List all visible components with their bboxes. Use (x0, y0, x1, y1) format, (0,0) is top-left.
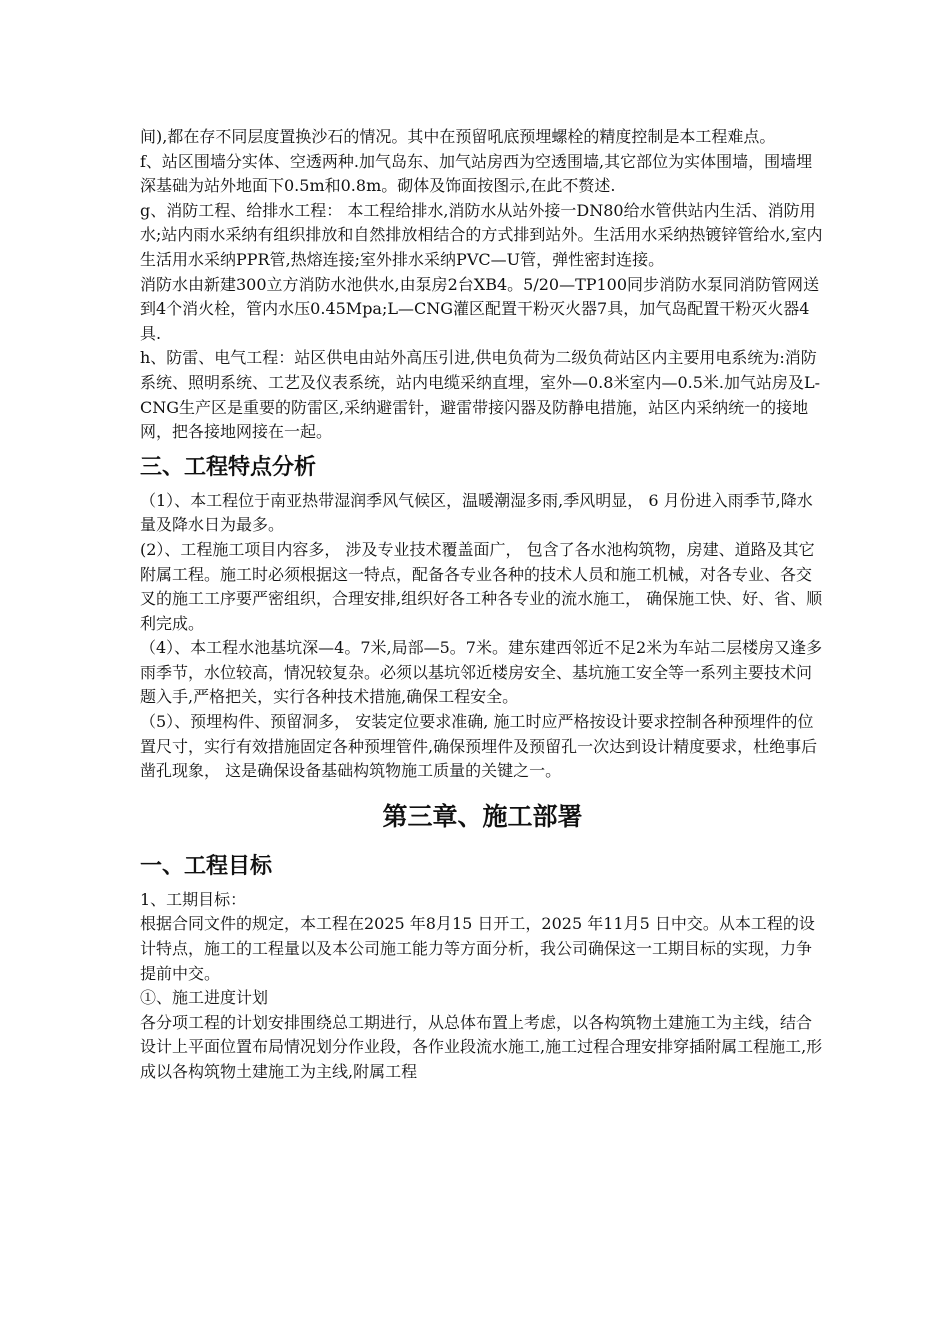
paragraph-feature-4: （4）、本工程水池基坑深—4。7米,局部—5。7米。建东建西邻近不足2米为车站二层楼房又逢多雨季节，水位较高，情况较复杂。必须以基坑邻近楼房安全、基坑施工安全等一系列主要技术问题入手,严格把关，实行各种技术措施,确保工程安全。 (140, 638, 823, 707)
paragraph-fire-pool: 消防水由新建300立方消防水池供水,由泵房2台XB4。5/20—TP100同步消防水泵同消防管网送到4个消火栓，管内水压0.45Mpa;L—CNG灌区配置干粉灭火器7具，加气岛配置干粉灭火器4具. (140, 274, 820, 343)
paragraph-enclosure-wall: f、站区围墙分实体、空透两种.加气岛东、加气站房西为空透围墙,其它部位为实体围墙，围墙埋深基础为站外地面下0.5m和0.8m。砌体及饰面按图示,在此不赘述. (140, 151, 813, 196)
paragraph-schedule-goal: 根据合同文件的规定，本工程在2025 年8月15 日开工，2025 年11月5 日中交。从本工程的设计特点，施工的工程量以及本公司施工能力等方面分析，我公司确保这一工期目标的实现，力争提前中交。 (140, 914, 815, 983)
paragraph-feature-5: （5）、预埋构件、预留洞多， 安装定位要求准确, 施工时应严格按设计要求控制各种预埋件的位置尺寸，实行有效措施固定各种预埋管件,确保预埋件及预留孔一次达到设计精度要求，杜绝事后凿孔现象， 这是确保设备基础构筑物施工质量的关键之一。 (140, 712, 818, 781)
paragraph-feature-1: （1）、本工程位于南亚热带湿润季风气候区，温暖潮湿多雨,季风明显， 6 月份进入雨季节,降水量及降水日为最多。 (140, 490, 813, 535)
section-heading-features: 三、工程特点分析 (140, 454, 317, 480)
paragraph-progress-plan: 各分项工程的计划安排围绕总工期进行，从总体布置上考虑，以各构筑物土建施工为主线，结合设计上平面位置布局情况划分作业段，各作业段流水施工,施工过程合理安排穿插附属工程施工,形成以各构筑物土建施工为主线,附属工程 (140, 1012, 823, 1081)
chapter-heading: 第三章、施工部署 (382, 801, 583, 831)
paragraph-foundation-sand: 间),都在存不同层度置换沙石的情况。其中在预留吼底预埋螺栓的精度控制是本工程难点。 (140, 127, 776, 146)
paragraph-feature-2: (2）、工程施工项目内容多， 涉及专业技术覆盖面广， 包含了各水池构筑物，房建、道路及其它附属工程。施工时必须根据这一特点，配备各专业各种的技术人员和施工机械，对各专业、各交叉的施工工序要严密组织，合理安排,组织好各工种各专业的流水施工， 确保施工快、好、省、顺利完成。 (140, 539, 823, 633)
document-page (140, 125, 825, 1085)
paragraph-schedule-goal-title: 1、工期目标： (140, 889, 247, 909)
paragraph-lightning-electrical: h、防雷、电气工程：站区供电由站外高压引进,供电负荷为二级负荷站区内主要用电系统为:消防系统、照明系统、工艺及仪表系统，站内电缆采纳直埋，室外—0.8米室内—0.5米.加气站房及L-CNG生产区是重要的防雷区,采纳避雷针，避雷带接闪器及防静电措施，站区内采纳统一的接地网，把各接地网接在一起。 (140, 348, 821, 442)
section-heading-goals: 一、工程目标 (140, 853, 273, 879)
paragraph-progress-plan-title: ①、施工进度计划 (140, 988, 269, 1008)
paragraph-fire-water-supply: g、消防工程、给排水工程： 本工程给排水,消防水从站外接一DN80给水管供站内生活、消防用水;站内雨水采纳有组织排放和自然排放相结合的方式排到站外。生活用水采纳热镀锌管给水,室内生活用水采纳PPR管,热熔连接;室外排水采纳PVC—U管，弹性密封连接。 (140, 200, 823, 269)
